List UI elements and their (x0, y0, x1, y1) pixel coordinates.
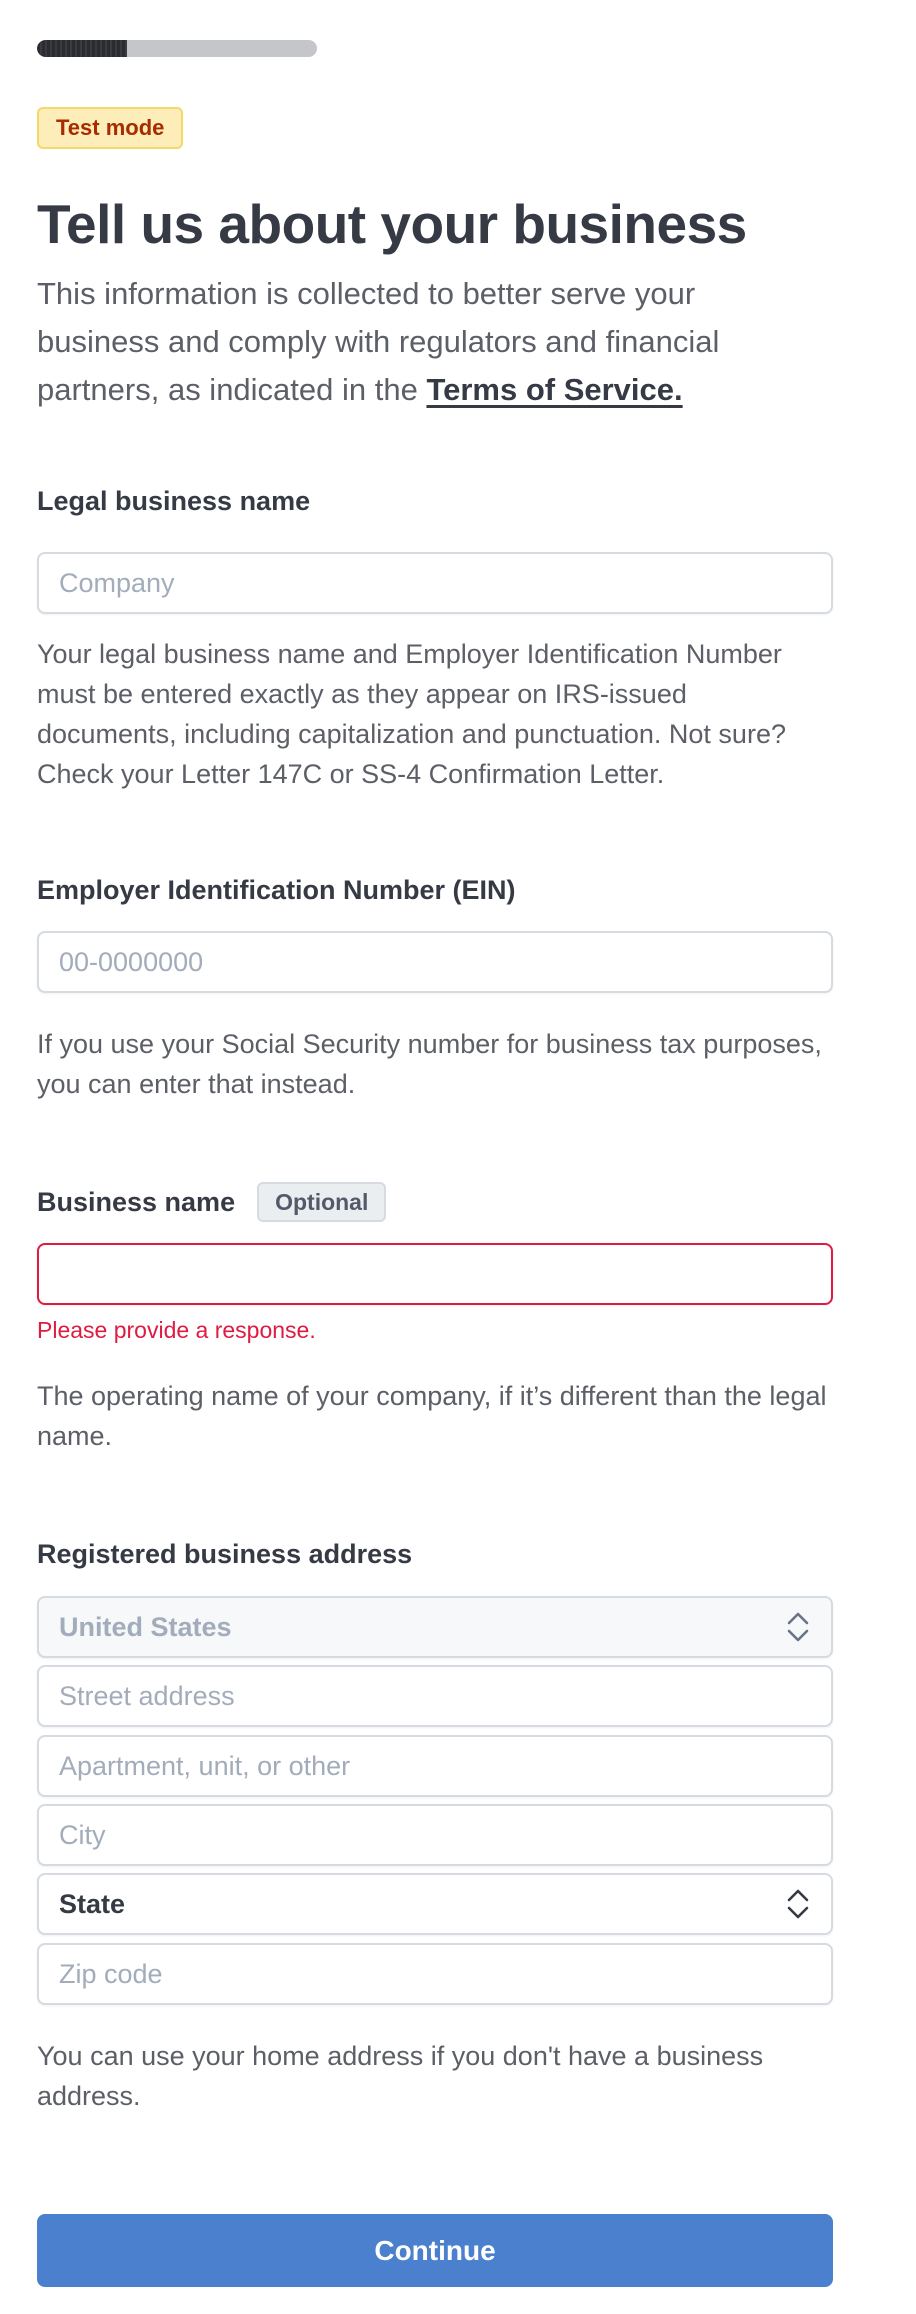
chevron-up-down-icon (785, 1887, 811, 1921)
registered-address-label-text: Registered business address (37, 1539, 413, 1569)
legal-business-name-help: Your legal business name and Employer Identification Number must be entered exactly as they appear on IRS-issued documents, including capitalization and punctuation. Not sure? Check your Letter 147C or SS-4 Confirmation Letter. (37, 639, 786, 789)
business-name-input[interactable] (37, 1243, 833, 1305)
business-name-error: Please provide a response. (37, 1317, 316, 1343)
chevron-up-down-icon (785, 1610, 811, 1644)
address-help: You can use your home address if you don't have a business address. (37, 2041, 764, 2111)
page-title: Tell us about your business (37, 193, 747, 255)
subtitle-text: This information is collected to better serve your business and comply with regulators and financial partners, as indicated in the (37, 276, 720, 407)
business-name-label (37, 1182, 386, 1222)
page-subtitle (37, 270, 817, 414)
business-name-help: The operating name of your company, if it’s different than the legal name. (37, 1381, 827, 1451)
terms-of-service-link[interactable]: Terms of Service. (426, 372, 683, 407)
legal-business-name-label (37, 486, 310, 517)
legal-business-name-label-text: Legal business name (37, 486, 311, 516)
legal-business-name-input[interactable] (37, 552, 833, 614)
country-value: United States (59, 1611, 232, 1642)
continue-button[interactable]: Continue (37, 2214, 833, 2287)
progress-bar (37, 40, 317, 57)
zip-code-input[interactable] (37, 1943, 833, 2005)
registered-address-label (37, 1539, 412, 1570)
ein-help: If you use your Social Security number for business tax purposes, you can enter that instead. (37, 1029, 822, 1099)
country-select[interactable] (37, 1596, 833, 1658)
business-name-label-text: Business name (37, 1186, 236, 1217)
optional-badge: Optional (257, 1182, 386, 1222)
city-input[interactable] (37, 1804, 833, 1866)
street-address-input[interactable] (37, 1665, 833, 1727)
unit-input[interactable] (37, 1735, 833, 1797)
progress-fill (37, 40, 127, 57)
state-value: State (59, 1888, 126, 1919)
ein-label-text: Employer Identification Number (EIN) (37, 875, 516, 905)
test-mode-badge: Test mode (37, 107, 183, 149)
ein-input[interactable] (37, 931, 833, 993)
state-select[interactable] (37, 1873, 833, 1935)
ein-label (37, 875, 516, 906)
